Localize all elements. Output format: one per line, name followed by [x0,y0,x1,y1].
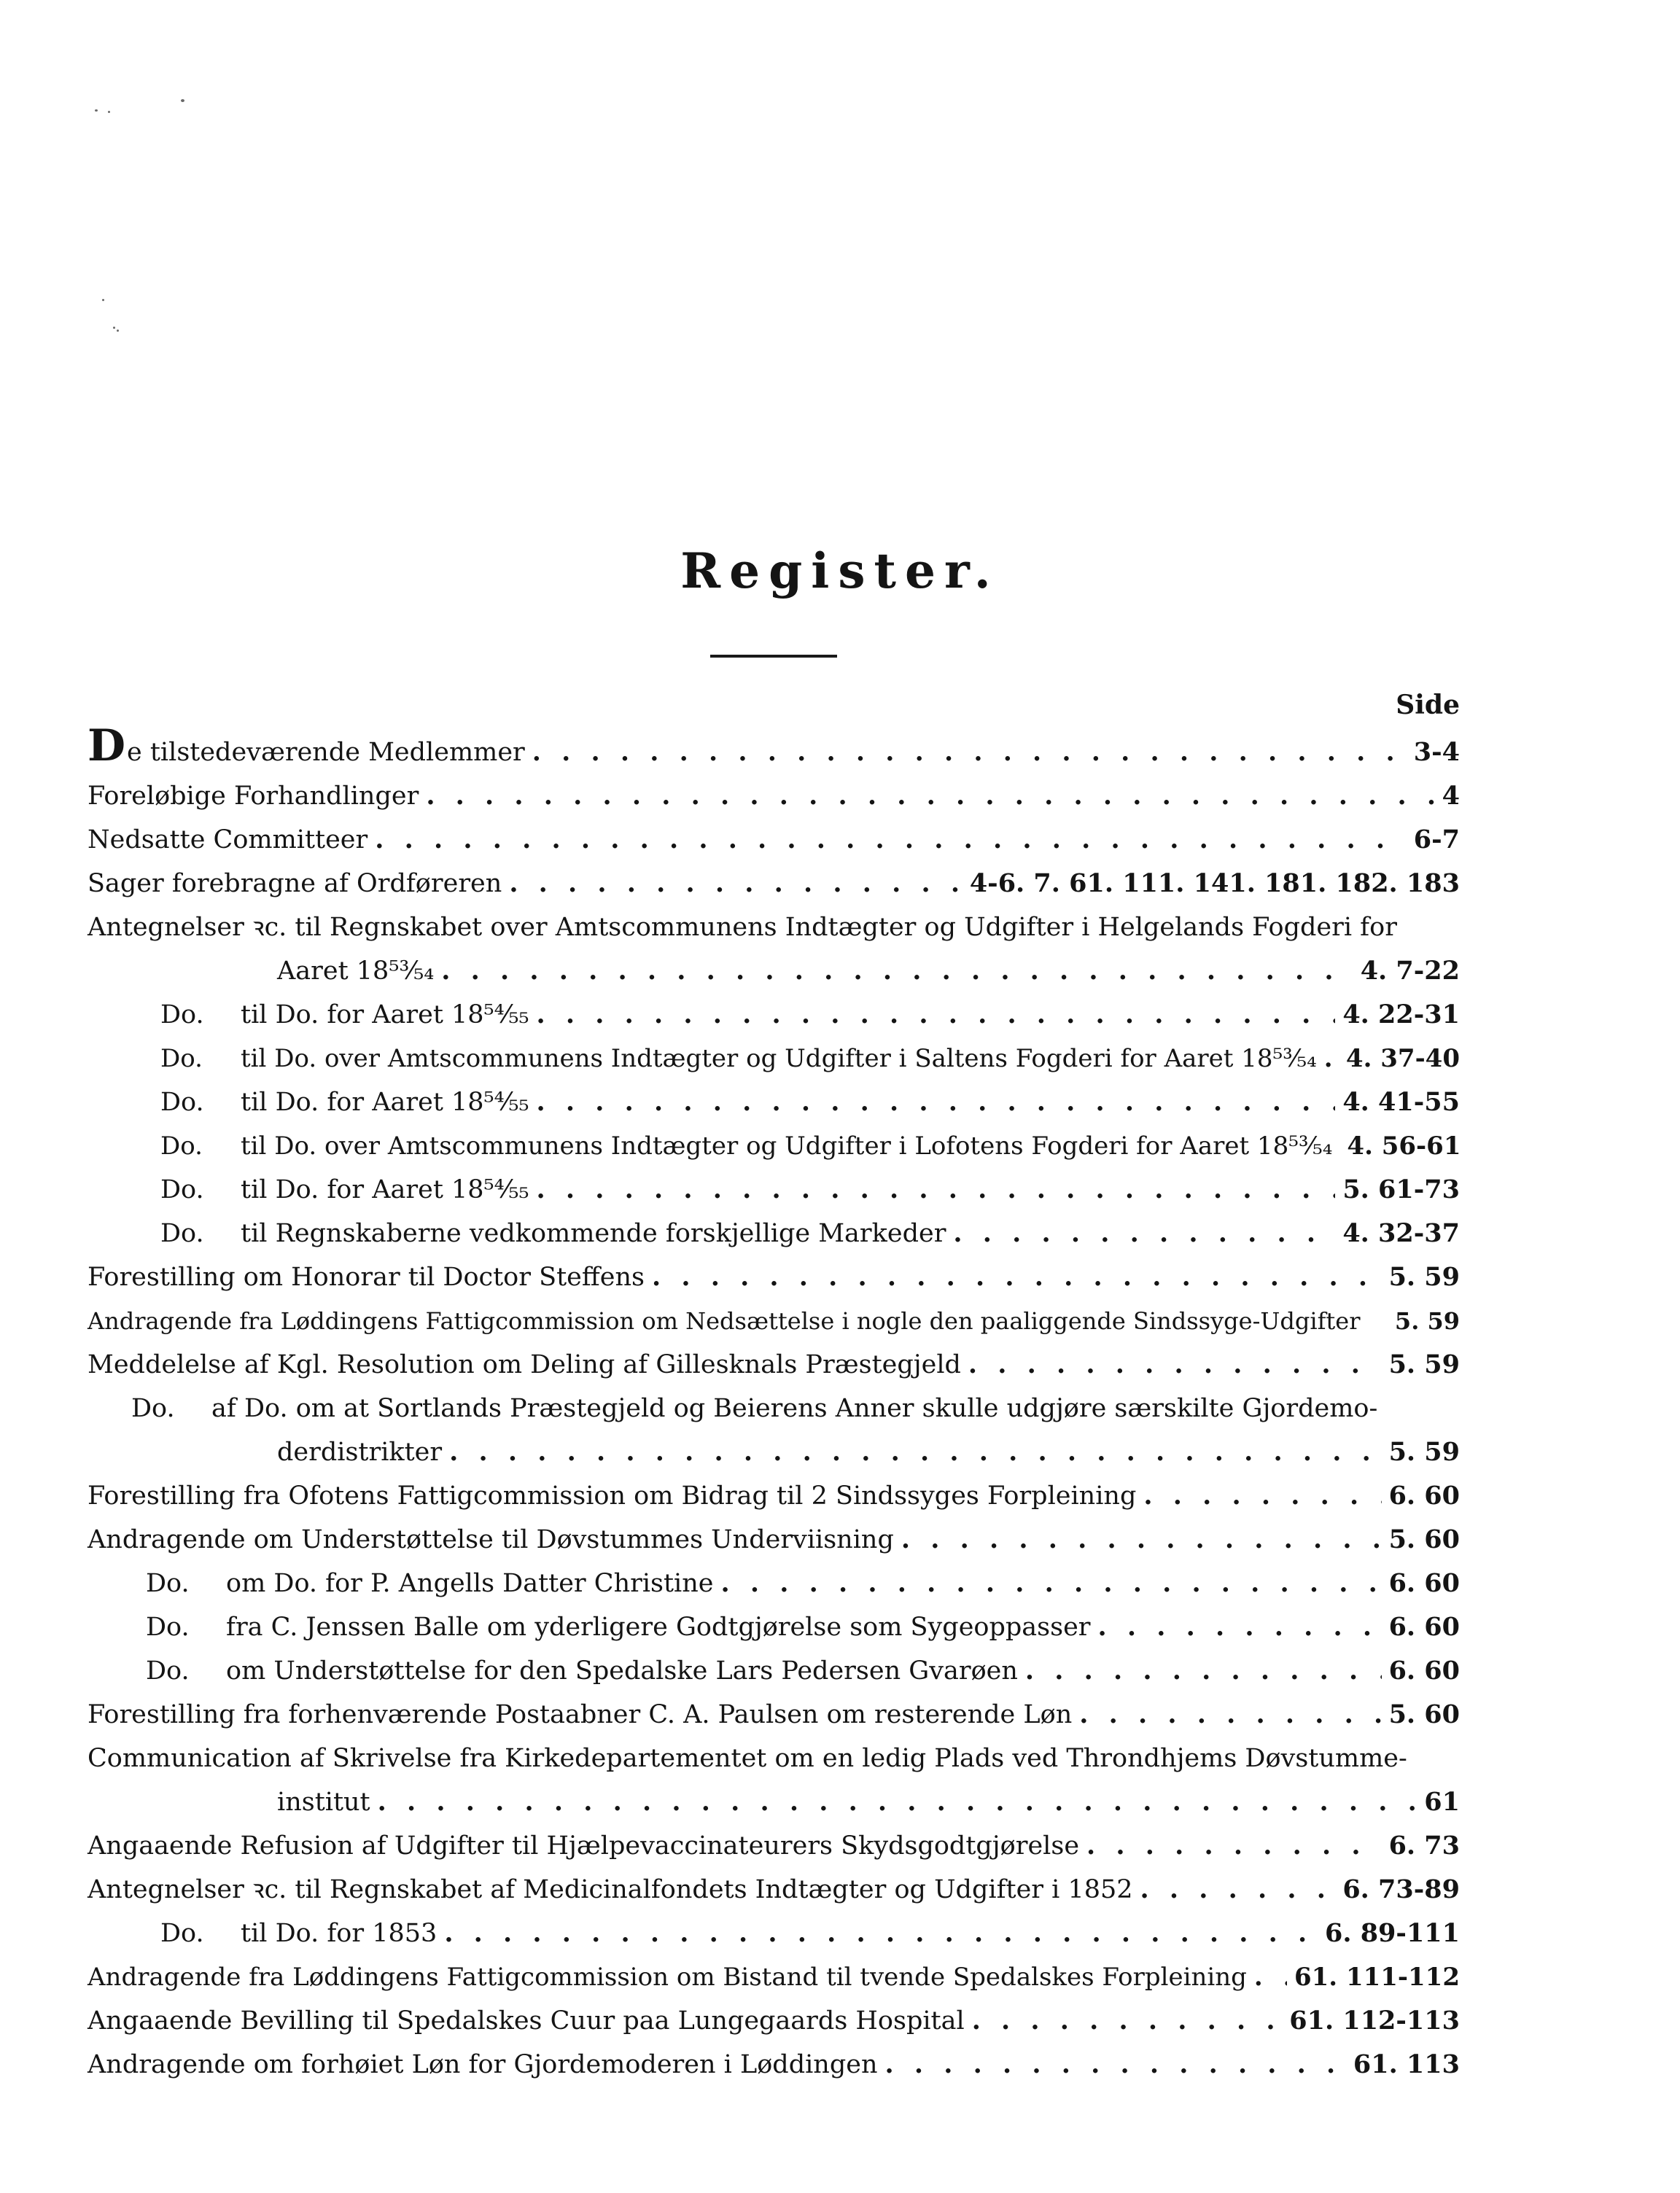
entry-text: til Do. over Amtscommunens Indtægter og Udgifter i Saltens Fogderi for Aaret 18⁵³⁄₅₄ [241,1044,1317,1073]
entry-text [88,720,525,771]
register-entry [88,1906,1460,1949]
entry-text: Andragende om forhøiet Løn for Gjordemoderen i Løddingen [88,2050,878,2079]
dot-leader [885,2049,1346,2081]
register-entry [88,1775,1460,1818]
dot-leader [953,1218,1335,1250]
dot-leader [1025,1655,1382,1687]
entry-page-ref: 6. 73-89 [1342,1874,1460,1904]
drop-capital: D [88,720,126,771]
entry-page-ref: 5. 59 [1388,1437,1460,1467]
entry-text: fra C. Jenssen Balle om yderligere Godtgjørelse som Sygeoppasser [226,1613,1091,1642]
entry-page-ref: 4. 7-22 [1360,956,1460,986]
dot-leader [537,1174,1336,1206]
entry-page-ref: 61. 113 [1353,2049,1460,2079]
dot-leader [901,1524,1382,1556]
register-entry [88,1818,1460,1862]
entry-page-ref: 4. 22-31 [1342,1000,1460,1029]
register-entry [88,1687,1460,1731]
entry-ditto: Do. [160,1000,204,1029]
dot-leader [378,1786,1418,1818]
entry-ditto: Do. [160,1919,204,1948]
entry-page-ref: 61. 111-112 [1294,1963,1460,1992]
entry-page-ref: 6. 60 [1388,1656,1460,1686]
register-entry [88,943,1460,987]
dot-leader [1143,1480,1381,1512]
dot-leader [375,824,1407,856]
entry-page-ref: 4. 56-61 [1347,1131,1461,1161]
dot-leader [537,1086,1336,1118]
entry-text: til Do. for 1853 [241,1919,438,1948]
entry-ditto: Do. [160,1044,203,1073]
entry-text: Angaaende Refusion af Udgifter til Hjælpevaccinateurers Skydsgodtgjørelse [88,1831,1080,1861]
entry-page-ref: 4. 32-37 [1342,1218,1460,1248]
dot-leader [1140,1874,1336,1906]
register-entry [88,1075,1460,1118]
register-entry [88,1206,1460,1250]
entry-text: Forestilling fra forhenværende Postaabner C. A. Paulsen om resterende Løn [88,1700,1073,1729]
register-entry [88,1512,1460,1556]
title-rule [710,655,837,658]
register-entry [88,987,1460,1031]
dot-leader [1098,1611,1382,1643]
page-title: Register. [680,542,1000,599]
ink-speck [108,111,110,113]
entry-page-ref: 4. 37-40 [1345,1044,1460,1073]
entry-text: Andragende fra Løddingens Fattigcommission om Bistand til tvende Spedalskes Forpleining [88,1963,1247,1992]
dot-leader [652,1261,1382,1293]
entry-ditto: Do. [160,1219,204,1248]
ink-speck [181,99,184,102]
register-entry [88,1556,1460,1600]
entry-text: Andragende om Understøttelse til Døvstummes Underviisning [88,1525,894,1554]
ink-speck [102,299,104,301]
entry-text: Forestilling fra Ofotens Fattigcommission om Bidrag til 2 Sindssyges Forpleining [88,1481,1137,1511]
entry-text-rest: e tilstedeværende Medlemmer [127,738,525,767]
entry-text: om Understøttelse for den Spedalske Lars Pedersen Gvarøen [226,1656,1018,1686]
entry-page-ref: 6. 60 [1388,1481,1460,1511]
entry-page-ref: 61 [1424,1787,1460,1817]
dot-leader [449,1436,1381,1468]
entry-text: Antegnelser ꝛc. til Regnskabet af Medicinalfondets Indtægter og Udgifter i 1852 [88,1875,1133,1904]
register-entry [88,1643,1460,1687]
dot-leader [509,868,962,900]
entry-page-ref: 5. 59 [1388,1349,1460,1379]
register-entry [88,1468,1460,1512]
entry-page-ref: 5. 60 [1388,1524,1460,1554]
entry-ditto: Do. [160,1088,204,1117]
entry-text: Sager forebragne af Ordføreren [88,869,502,898]
entry-ditto: Do. [160,1131,203,1161]
register-entry [88,2037,1460,2081]
dot-leader [1324,1043,1339,1075]
dot-leader [441,955,1353,987]
register-entry [88,1118,1460,1162]
entry-ditto: Do. [146,1613,190,1642]
register-entry [88,1993,1460,2037]
register-entry [88,1381,1460,1425]
entry-page-ref: 5. 59 [1394,1307,1460,1335]
entry-page-ref: 4. 41-55 [1342,1087,1460,1117]
entry-page-ref: 4 [1442,781,1460,811]
entry-text: Communication af Skrivelse fra Kirkedepartementet om en ledig Plads ved Throndhjems Døvstumme- [88,1744,1407,1773]
register-entry [88,900,1460,943]
register-entry [88,1250,1460,1293]
entry-text: til Do. over Amtscommunens Indtægter og Udgifter i Lofotens Fogderi for Aaret 18⁵³⁄₅₄ [241,1131,1333,1161]
entry-text: Andragende fra Løddingens Fattigcommission om Nedsættelse i nogle den paaliggende Sindssyge-Udgifter [88,1307,1361,1335]
entry-page-ref: 6. 73 [1388,1831,1460,1861]
register-entry [88,1425,1460,1468]
entry-page-ref: 6-7 [1413,825,1460,854]
register-entry [88,720,1460,771]
entry-text: af Do. om at Sortlands Præstegjeld og Beierens Anner skulle udgjøre særskilte Gjordemo- [211,1394,1378,1423]
entry-ditto: Do. [160,1175,204,1204]
entry-page-ref: 6. 89-111 [1324,1918,1460,1948]
entry-ditto: Do. [131,1394,175,1423]
entry-ditto: Do. [146,1656,190,1686]
dot-leader [1086,1830,1382,1862]
dot-leader [537,999,1336,1031]
entry-text: til Do. for Aaret 18⁵⁴⁄₅₅ [241,1088,529,1117]
entry-page-ref: 4-6. 7. 61. 111. 141. 181. 182. 183 [969,868,1460,898]
ink-speck [95,109,98,112]
entry-text: til Do. for Aaret 18⁵⁴⁄₅₅ [241,1000,529,1029]
entry-text: Aaret 18⁵³⁄₅₄ [277,957,435,986]
entry-page-ref: 6. 60 [1388,1612,1460,1642]
register-entry [88,1293,1460,1337]
dot-leader [426,780,1434,812]
register-entry [88,1862,1460,1906]
entry-text: Nedsatte Committeer [88,825,368,854]
dot-leader [1254,1961,1287,1993]
entry-text: Angaaende Bevilling til Spedalskes Cuur paa Lungegaards Hospital [88,2006,965,2036]
dot-leader [968,1349,1382,1381]
entry-text: Meddelelse af Kgl. Resolution om Deling af Gillesknals Præstegjeld [88,1350,961,1379]
dot-leader [532,736,1407,768]
entry-text: derdistrikter [277,1438,443,1467]
entry-page-ref: 3-4 [1413,737,1460,767]
ink-speck [113,327,115,329]
register-entry [88,1600,1460,1643]
entry-page-ref: 5. 61-73 [1342,1175,1460,1204]
entry-text: om Do. for P. Angells Datter Christine [226,1569,714,1598]
entry-text: til Do. for Aaret 18⁵⁴⁄₅₅ [241,1175,529,1204]
entry-page-ref: 6. 60 [1388,1568,1460,1598]
ink-speck [117,330,119,332]
entry-page-ref: 5. 60 [1388,1699,1460,1729]
entry-text: Forestilling om Honorar til Doctor Steffens [88,1263,645,1292]
column-header-side: Side [1396,690,1460,720]
entry-text: Antegnelser ꝛc. til Regnskabet over Amtscommunens Indtægter og Udgifter i Helgelands Fogderi for [88,913,1397,942]
entry-page-ref: 5. 59 [1388,1262,1460,1292]
register-entry [88,1162,1460,1206]
register-entry [88,1031,1460,1075]
entry-text: institut [277,1788,370,1817]
register-entry [88,1731,1460,1775]
dot-leader [972,2005,1283,2037]
entry-text: Foreløbige Forhandlinger [88,782,419,811]
register-entry [88,768,1460,812]
entry-text: til Regnskaberne vedkommende forskjellige Markeder [241,1219,946,1248]
register-entry [88,1949,1460,1993]
dot-leader [444,1917,1318,1949]
register-list [88,720,1461,2081]
dot-leader [721,1567,1382,1600]
dot-leader [1079,1699,1381,1731]
entry-page-ref: 61. 112-113 [1289,2006,1460,2036]
entry-ditto: Do. [146,1569,190,1598]
register-entry [88,812,1460,856]
register-entry [88,1337,1460,1381]
register-entry [88,856,1460,900]
